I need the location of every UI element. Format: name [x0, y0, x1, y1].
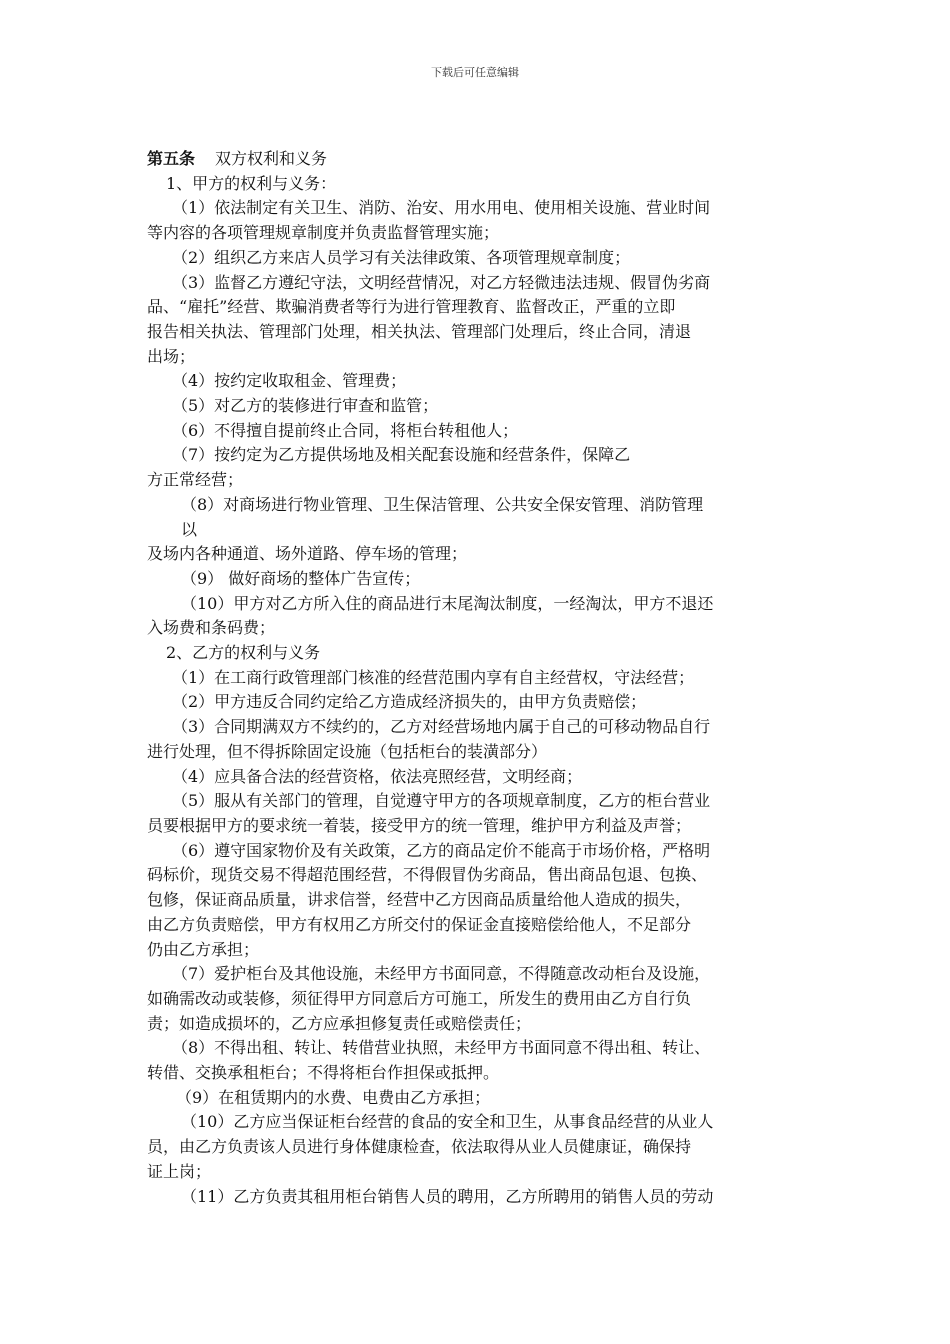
text-line: （2）甲方违反合同约定给乙方造成经济损失的，由甲方负责赔偿；	[172, 692, 647, 712]
text-line: （11）乙方负责其租用柜台销售人员的聘用，乙方所聘用的销售人员的劳动	[181, 1186, 714, 1206]
text-line: 及场内各种通道、场外道路、停车场的管理；	[147, 544, 468, 564]
text-line: 报告相关执法、管理部门处理，相关执法、管理部门处理后，终止合同，清退	[147, 321, 692, 341]
text-line: 员要根据甲方的要求统一着装，接受甲方的统一管理，维护甲方利益及声誉；	[147, 815, 692, 835]
text-line: 包修，保证商品质量，讲求信誉，经营中乙方因商品质量给他人造成的损失，	[147, 890, 692, 910]
text-line: 码标价，现货交易不得超范围经营，不得假冒伪劣商品，售出商品包退、包换、	[147, 865, 708, 885]
text-line: （3）合同期满双方不续约的，乙方对经营场地内属于自己的可移动物品自行	[172, 717, 711, 737]
text-line: （9） 做好商场的整体广告宣传；	[181, 568, 421, 588]
text-line: （8）不得出租、转让、转借营业执照，未经甲方书面同意不得出租、转让、	[172, 1038, 711, 1058]
text-line: 入场费和条码费；	[147, 618, 276, 638]
text-line: （7）按约定为乙方提供场地及相关配套设施和经营条件，保障乙	[172, 445, 631, 465]
text-line: （3）监督乙方遵纪守法，文明经营情况，对乙方轻微违法违规、假冒伪劣商	[172, 272, 711, 292]
text-line: 出场；	[147, 346, 196, 366]
text-line: 2、乙方的权利与义务	[166, 643, 321, 663]
text-line: （6）不得擅自提前终止合同，将柜台转租他人；	[172, 420, 519, 440]
article-number: 第五条	[147, 149, 196, 168]
text-line: 仍由乙方承担；	[147, 939, 260, 959]
text-line: （1）依法制定有关卫生、消防、治安、用水用电、使用相关设施、营业时间	[172, 198, 711, 218]
text-line: （5）服从有关部门的管理，自觉遵守甲方的各项规章制度，乙方的柜台营业	[172, 791, 711, 811]
text-line: 转借、交换承租柜台；不得将柜台作担保或抵押。	[147, 1063, 500, 1083]
text-line: （10）甲方对乙方所入住的商品进行末尾淘汰制度，一经淘汰，甲方不退还	[181, 593, 714, 613]
text-line: 责；如造成损坏的，乙方应承担修复责任或赔偿责任；	[147, 1013, 532, 1033]
article-title: 双方权利和义务	[215, 149, 328, 168]
text-line: 等内容的各项管理规章制度并负责监督管理实施；	[147, 223, 500, 243]
text-line: （9）在租赁期内的水费、电费由乙方承担；	[176, 1087, 491, 1107]
text-line: 方正常经营；	[147, 470, 244, 490]
text-line: 品、“雇托”经营、欺骗消费者等行为进行管理教育、监督改正，严重的立即	[147, 297, 676, 317]
text-line: 员，由乙方负责该人员进行身体健康检查，依法取得从业人员健康证，确保持	[147, 1137, 692, 1157]
text-line: （2）组织乙方来店人员学习有关法律政策、各项管理规章制度；	[172, 247, 631, 267]
text-line: 证上岗；	[147, 1161, 212, 1181]
text-line: （10）乙方应当保证柜台经营的食品的安全和卫生，从事食品经营的从业人	[181, 1112, 714, 1132]
text-line: 1、甲方的权利与义务：	[166, 173, 337, 193]
text-line: （5）对乙方的装修进行审查和监管；	[172, 396, 439, 416]
text-line: （6）遵守国家物价及有关政策，乙方的商品定价不能高于市场价格，严格明	[172, 840, 711, 860]
document-body	[147, 147, 823, 1209]
text-line: （1）在工商行政管理部门核准的经营范围内享有自主经营权，守法经营；	[172, 667, 695, 687]
article-heading	[147, 147, 823, 172]
text-line: （4）应具备合法的经营资格，依法亮照经营，文明经商；	[172, 766, 583, 786]
text-line: 如确需改动或装修，须征得甲方同意后方可施工，所发生的费用由乙方自行负	[147, 988, 692, 1008]
text-line: 由乙方负责赔偿，甲方有权用乙方所交付的保证金直接赔偿给他人，不足部分	[147, 914, 692, 934]
text-line: （4）按约定收取租金、管理费；	[172, 371, 407, 391]
text-line: （7）爱护柜台及其他设施，未经甲方书面同意，不得随意改动柜台及设施，	[172, 964, 711, 984]
page-header: 下载后可任意编辑	[431, 66, 519, 79]
text-line: 以	[181, 519, 198, 539]
text-line: （8）对商场进行物业管理、卫生保洁管理、公共安全保安管理、消防管理	[181, 494, 704, 514]
clause-lines	[147, 172, 823, 1210]
text-line: 进行处理，但不得拆除固定设施（包括柜台的装潢部分）	[147, 741, 548, 761]
